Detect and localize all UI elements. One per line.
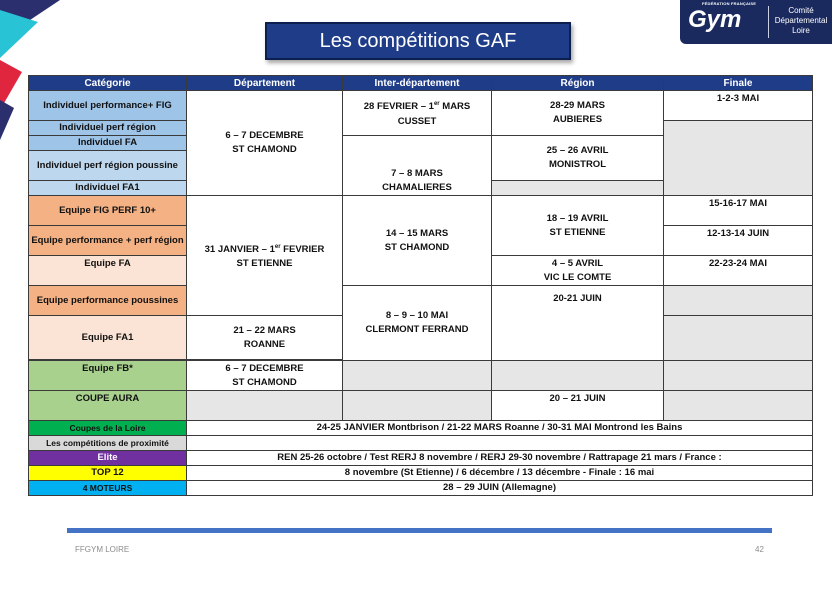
cell-date: 6 – 7 DECEMBRE <box>225 362 304 374</box>
page-number: 42 <box>755 545 764 554</box>
cat-equipe-fb: Equipe FB* <box>29 361 187 391</box>
cell-place: ST ETIENNE <box>549 226 606 238</box>
cat-coupe-aura: COUPE AURA <box>29 391 187 421</box>
dep-cell-equipe <box>187 196 343 316</box>
region-cell-3 <box>492 196 664 256</box>
cell-place: VIC LE COMTE <box>543 271 612 283</box>
inter-cell-1 <box>343 91 492 136</box>
table-row <box>29 286 813 316</box>
elite-dates: REN 25-26 octobre / Test RERJ 8 novembre / RERJ 29-30 novembre / Rattrapage 21 mars / France : <box>187 451 813 466</box>
inter-empty-2 <box>343 391 492 421</box>
cell-place: ST CHAMOND <box>232 144 297 155</box>
cell-place: AUBIERES <box>552 114 603 125</box>
proximite-empty <box>187 436 813 451</box>
cell-place: CLERMONT FERRAND <box>365 324 469 335</box>
inter-cell-4 <box>343 286 492 361</box>
cell-date: 28 FEVRIER – 1er MARS <box>363 101 471 113</box>
cat-equipe-performance: Equipe performance + perf région <box>29 226 187 256</box>
cat-equipe-fa1: Equipe FA1 <box>29 316 187 360</box>
finale-empty-1 <box>664 121 813 196</box>
region-empty-1 <box>492 181 664 196</box>
table-row <box>29 481 813 496</box>
header-finale: Finale <box>664 76 813 91</box>
table-row <box>29 391 813 421</box>
inter-empty-1 <box>343 361 492 391</box>
dep-empty-1 <box>187 391 343 421</box>
cat-individuel-perf-region-poussine: Individuel perf région poussine <box>29 151 187 181</box>
4-moteurs-dates: 28 – 29 JUIN (Allemagne) <box>187 481 813 496</box>
finale-cell-3: 12-13-14 JUIN <box>664 226 813 256</box>
region-cell-6: 20 – 21 JUIN <box>492 391 664 421</box>
cat-top12: TOP 12 <box>29 466 187 481</box>
region-cell-4 <box>492 256 664 286</box>
dep-cell-fb <box>187 361 343 391</box>
footer-bar <box>67 528 772 533</box>
dep-cell-fa1 <box>187 316 343 360</box>
logo-separator <box>768 6 769 38</box>
cell-place: ST ETIENNE <box>236 258 293 270</box>
table-row <box>29 451 813 466</box>
cell-date: 18 – 19 AVRIL <box>546 212 609 224</box>
cat-equipe-fa: Equipe FA <box>29 256 187 286</box>
cell-place: MONISTROL <box>549 159 606 170</box>
finale-cell-4: 22-23-24 MAI <box>664 256 813 286</box>
cell-date: 14 – 15 MARS <box>385 227 449 239</box>
page-title: Les compétitions GAF <box>265 22 571 60</box>
table-header-row <box>29 76 813 91</box>
footer-org: FFGYM LOIRE <box>75 545 130 554</box>
top12-dates: 8 novembre (St Etienne) / 6 décembre / 13 décembre - Finale : 16 mai <box>187 466 813 481</box>
finale-empty-3 <box>664 316 813 361</box>
cell-place: CUSSET <box>397 115 437 127</box>
cat-individuel-perf-region: Individuel perf région <box>29 121 187 136</box>
region-cell-5: 20-21 JUIN <box>492 286 664 361</box>
table-row <box>29 466 813 481</box>
gym-logo-mark <box>688 1 757 34</box>
cat-equipe-fig: Equipe FIG PERF 10+ <box>29 196 187 226</box>
logo-org-line: Loire <box>792 26 810 35</box>
logo-federation-text: FÉDÉRATION FRANÇAISE <box>702 1 757 6</box>
header-region: Région <box>492 76 664 91</box>
cat-equipe-perf-poussines: Equipe performance poussines <box>29 286 187 316</box>
cat-competitions-proximite: Les compétitions de proximité <box>29 436 187 451</box>
header-inter-departement: Inter-département <box>343 76 492 91</box>
cell-date: 31 JANVIER – 1er FEVRIER <box>204 243 325 256</box>
competitions-table <box>28 75 813 496</box>
cell-place: ST CHAMOND <box>384 241 450 253</box>
cell-date: 4 – 5 AVRIL <box>551 257 604 269</box>
header-categorie: Catégorie <box>29 76 187 91</box>
cell-place: ST CHAMOND <box>232 376 297 388</box>
cat-individuel-fa: Individuel FA <box>29 136 187 151</box>
finale-cell-2: 15-16-17 MAI <box>664 196 813 226</box>
cell-place: CHAMALIERES <box>382 182 452 193</box>
cell-date: 8 – 9 – 10 MAI <box>385 310 449 321</box>
cell-date: 28-29 MARS <box>550 100 605 111</box>
finale-empty-4 <box>664 361 813 391</box>
table-row <box>29 421 813 436</box>
logo-org-text <box>772 6 830 36</box>
cell-date: 25 – 26 AVRIL <box>546 145 609 156</box>
coupes-loire-dates: 24-25 JANVIER Montbrison / 21-22 MARS Roanne / 30-31 MAI Montrond les Bains <box>187 421 813 436</box>
table-row <box>29 196 813 226</box>
inter-cell-3 <box>343 196 492 286</box>
finale-empty-2 <box>664 286 813 316</box>
cat-individuel-fa1: Individuel FA1 <box>29 181 187 196</box>
cell-date: 21 – 22 MARS <box>233 324 296 336</box>
cat-individuel-perf-fig: Individuel performance+ FIG <box>29 91 187 121</box>
table-row <box>29 91 813 121</box>
region-cell-1 <box>492 91 664 136</box>
region-cell-2 <box>492 136 664 181</box>
finale-cell-1: 1-2-3 MAI <box>664 91 813 121</box>
table-row <box>29 361 813 391</box>
finale-empty-5 <box>664 391 813 421</box>
cell-date: 7 – 8 MARS <box>391 168 443 179</box>
cat-4-moteurs: 4 MOTEURS <box>29 481 187 496</box>
logo-gym-text: Gym <box>688 6 742 33</box>
cat-elite: Elite <box>29 451 187 466</box>
header-departement: Département <box>187 76 343 91</box>
cat-coupes-loire: Coupes de la Loire <box>29 421 187 436</box>
cell-place: ROANNE <box>243 338 286 350</box>
table-row <box>29 436 813 451</box>
dep-cell-individuel <box>187 91 343 196</box>
ffgym-loire-logo <box>680 0 832 44</box>
region-empty-2 <box>492 361 664 391</box>
logo-org-line: Départemental <box>774 16 828 25</box>
inter-cell-2 <box>343 136 492 196</box>
deco-navy-shape-2 <box>0 100 14 140</box>
logo-org-line: Comité <box>788 6 814 15</box>
cell-date: 6 – 7 DECEMBRE <box>225 130 304 141</box>
